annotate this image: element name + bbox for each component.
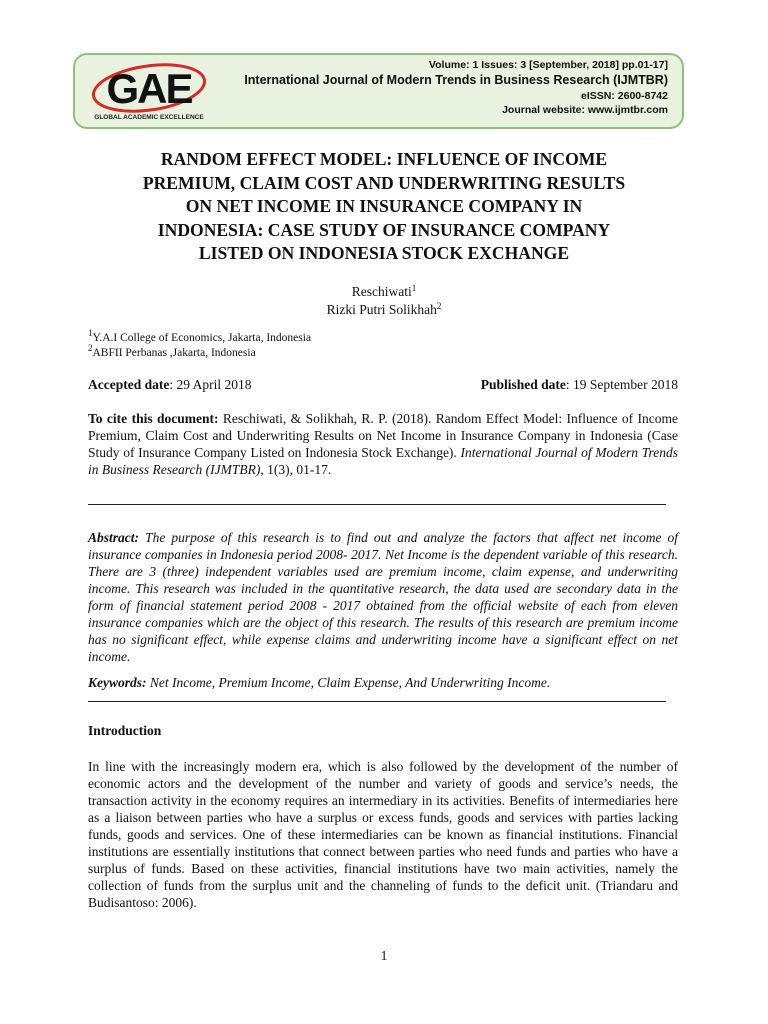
affiliation: $^1$Y.A.I College of Economics, Jakarta, Indonesia: [88, 328, 312, 344]
title-line: INDONESIA: CASE STUDY OF INSURANCE COMPANY: [157, 219, 611, 240]
divider: [88, 701, 666, 702]
title-line: LISTED ON INDONESIA STOCK EXCHANGE: [198, 243, 570, 263]
introduction-paragraph: In line with the increasingly modern era, which is also followed by the development of the number of economic actors and the development of the number and variety of goods and service’s needs, the transaction activity in the economy requires an intermediary in its activities. Benefits of intermediaries here as a liaison between parties who have a surplus or excess funds, goods and services with parties lacking funds, goods and services. One of these intermediaries can be known as financial institutions. Financial institutions are essentially institutions that connect between parties who need funds and parties who have a surplus of funds. Based on these activities, financial institutions have two main activities, namely the collection of funds from the surplus unit and the channeling of funds to the deficit unit. (Triandaru and Budisantoso: 2006).: [88, 759, 678, 910]
eissn: eISSN: 2600-8742: [581, 90, 668, 102]
title-line: ON NET INCOME IN INSURANCE COMPANY IN: [185, 196, 583, 216]
affiliations: [88, 328, 312, 361]
affiliation: $^2$ABFII Perbanas ,Jakarta, Indonesia: [88, 343, 256, 359]
abstract: Abstract: The purpose of this research is to find out and analyze the factors that affect net income of insurance companies in Indonesia period 2008- 2017. Net Income is the dependent variable of this research. There are 3 (three) independent variables used are premium income, claim expense, and underwriting income. This research was included in the quantitative research, the data used are secondary data in the form of financial statement period 2008 - 2017 obtained from the official website of each from eleven insurance companies which are the object of this research. The results of this research are premium income has no significant effect, while expense claims and underwriting income have a significant effect on net income.: [88, 530, 678, 664]
author: Reschiwati$^1$: [351, 283, 417, 299]
svg-text:GAE: GAE: [106, 65, 192, 112]
svg-text:GLOBAL ACADEMIC EXCELLENCE: GLOBAL ACADEMIC EXCELLENCE: [94, 114, 204, 121]
volume-info: Volume: 1 Issues: 3 [September, 2018] pp.01-17]: [428, 59, 668, 71]
citation: To cite this document: Reschiwati, & Solikhah, R. P. (2018). Random Effect Model: Influence of Income Premium, Claim Cost and Underwriting Results on Net Income in Insurance Company in Indonesia (Case Study of Insurance Company Listed on Indonesia Stock Exchange). International Journal of Modern Trends in Business Research (IJMTBR), 1(3), 01-17.: [88, 411, 678, 477]
published-date: Published date: 19 September 2018: [480, 377, 678, 392]
author: Rizki Putri Solikhah$^2$: [326, 301, 442, 317]
page-number: 1: [380, 948, 388, 963]
section-heading-introduction: Introduction: [88, 723, 162, 738]
journal-header: [73, 53, 684, 129]
gae-logo: [89, 58, 215, 124]
authors: [0, 283, 768, 319]
journal-name: International Journal of Modern Trends in Business Research (IJMTBR): [244, 73, 668, 87]
title-line: PREMIUM, CLAIM COST AND UNDERWRITING RESULTS: [142, 172, 626, 193]
title-line: RANDOM EFFECT MODEL: INFLUENCE OF INCOME: [160, 149, 608, 169]
divider: [88, 504, 666, 505]
dates-row: [88, 376, 678, 394]
keywords: Keywords: Net Income, Premium Income, Claim Expense, And Underwriting Income.: [88, 675, 551, 690]
journal-website: Journal website: www.ijmtbr.com: [502, 104, 668, 116]
paper-title: [100, 148, 668, 266]
accepted-date: Accepted date: 29 April 2018: [88, 377, 252, 392]
